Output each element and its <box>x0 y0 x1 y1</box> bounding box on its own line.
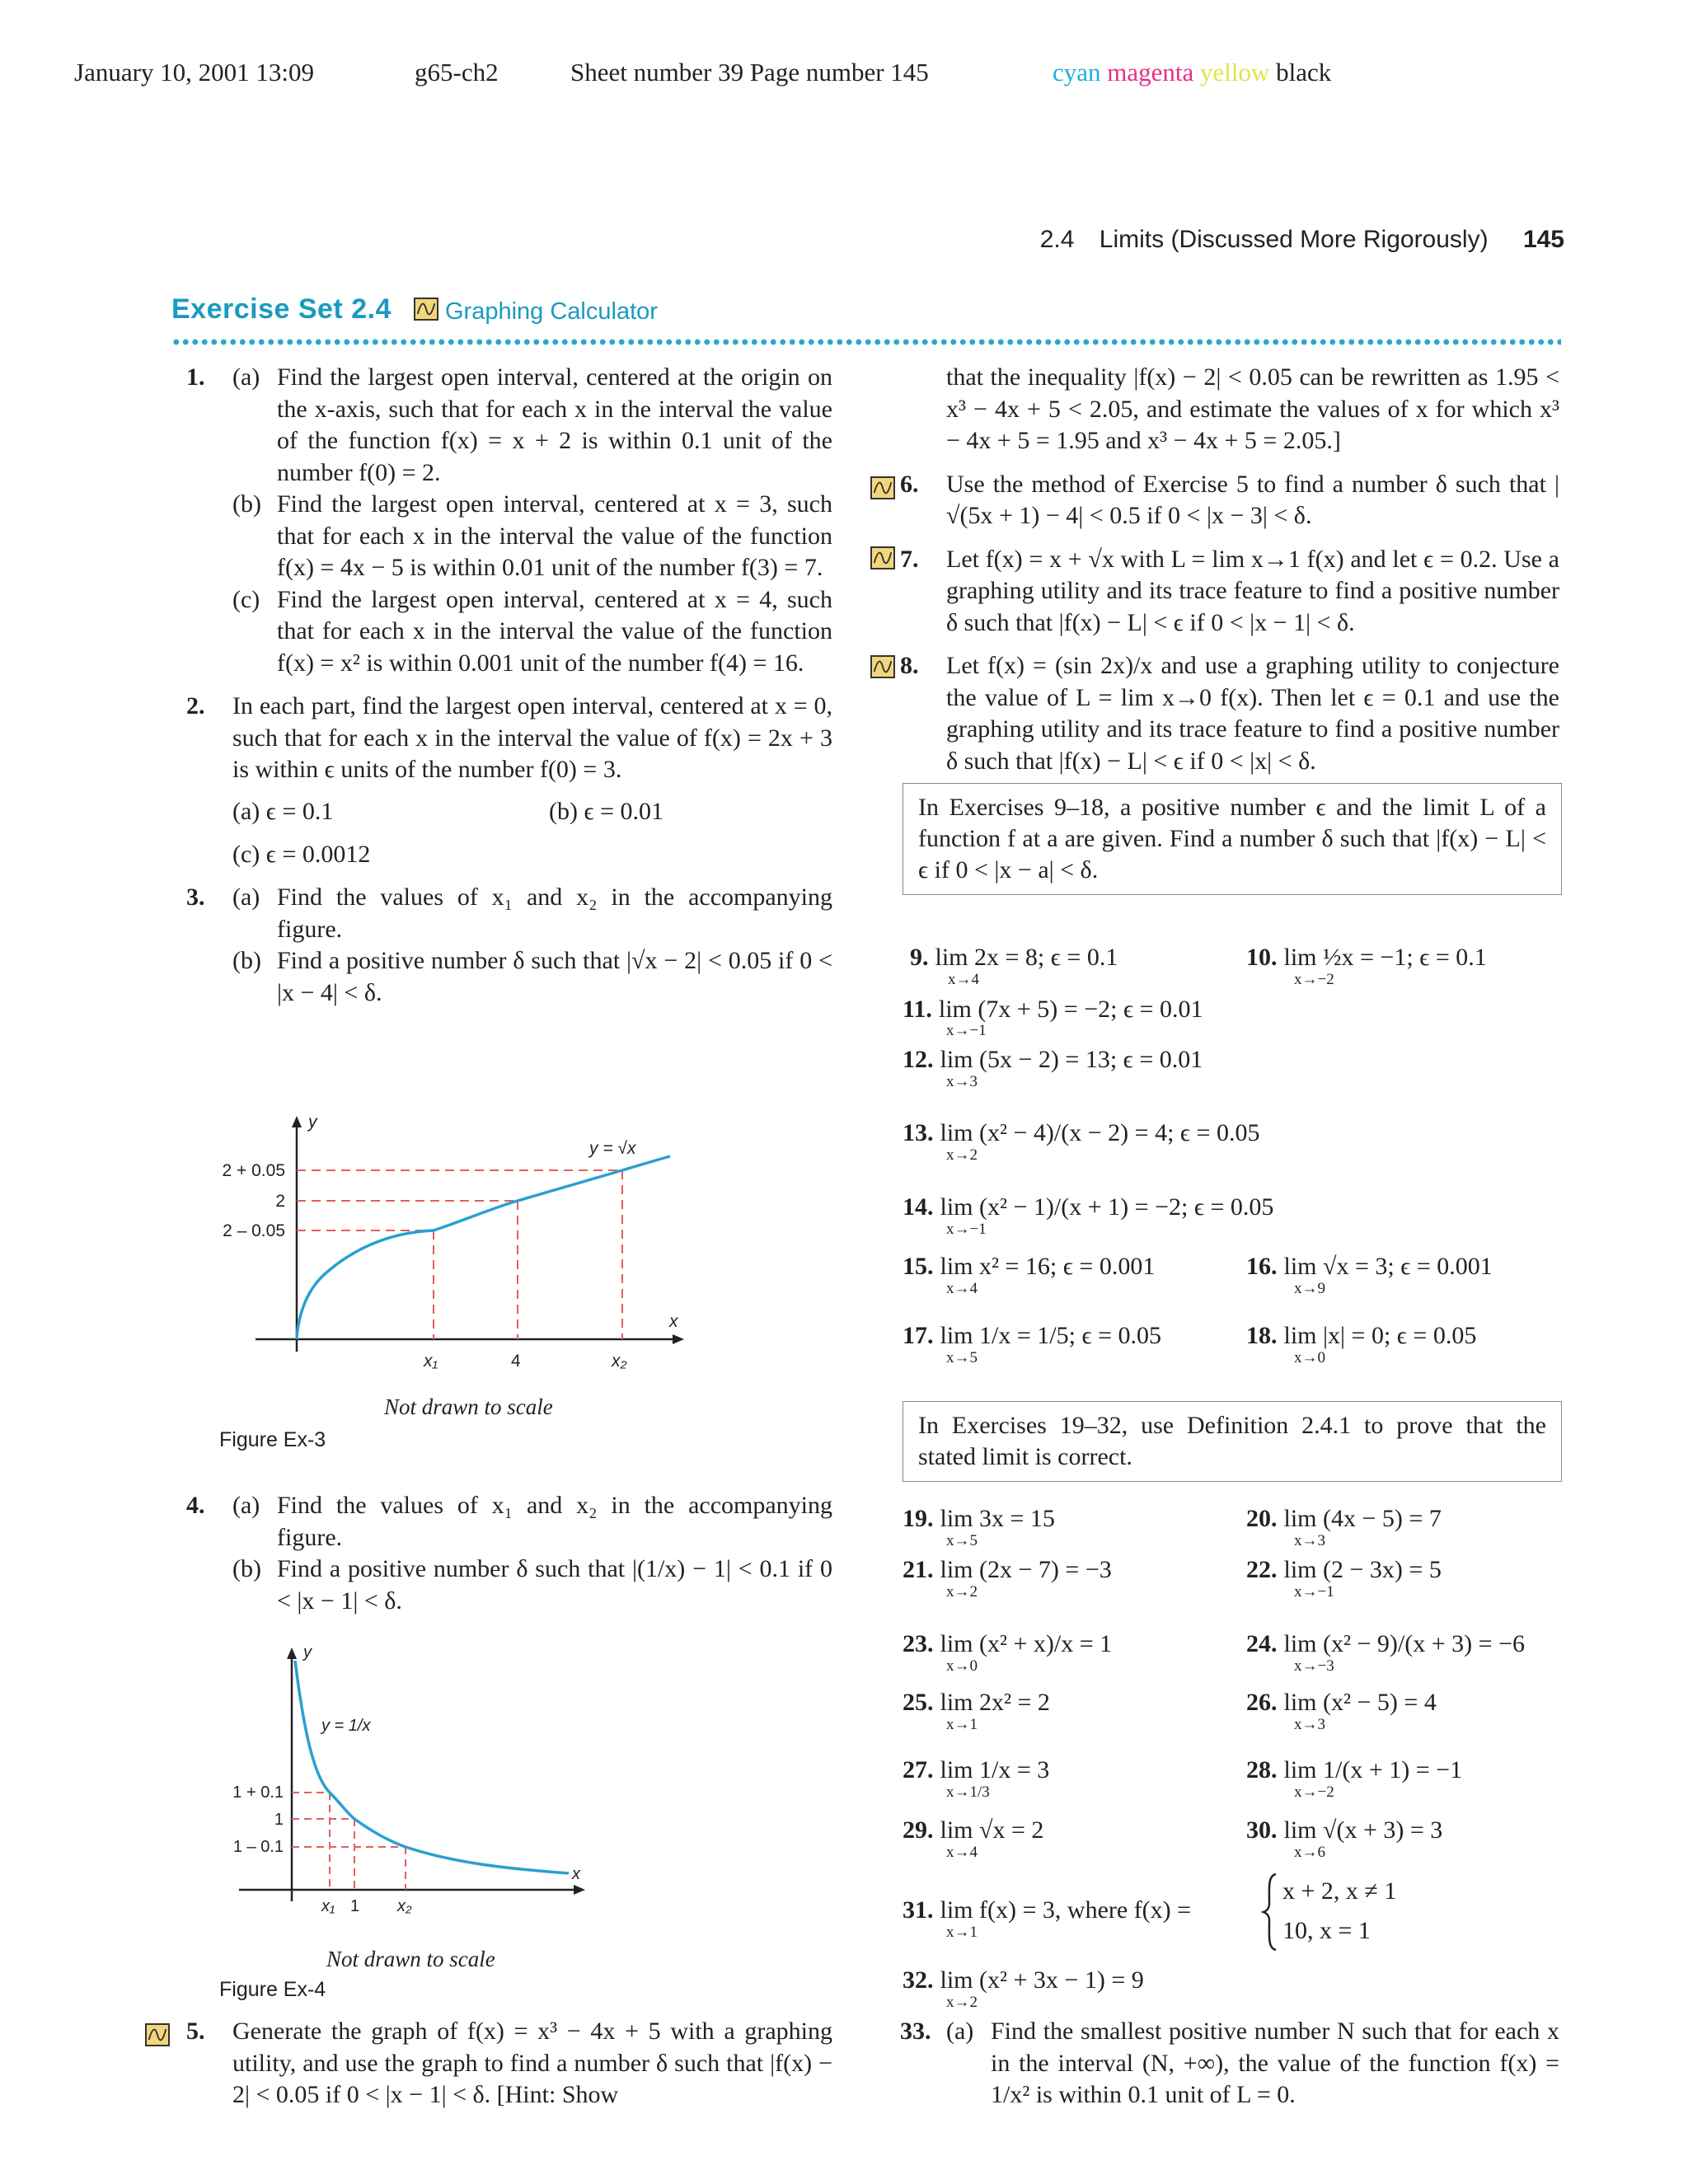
section-title: Limits (Discussed More Rigorously) <box>1099 226 1489 253</box>
tick-y-middle: 2 <box>275 1192 285 1211</box>
print-timestamp: January 10, 2001 13:09 <box>74 58 315 87</box>
exercise-3a <box>232 882 832 945</box>
exercise-4 <box>186 1490 832 1617</box>
exercise-number: 31. <box>903 1896 934 1924</box>
x-axis-label: x <box>572 1865 580 1883</box>
lim: lim <box>1283 1630 1317 1657</box>
y-axis-label: y <box>303 1643 312 1661</box>
exercise-number: 32. <box>903 1966 934 1994</box>
limit-expression: ½x = −1; ϵ = 0.1 <box>1323 944 1487 971</box>
section-number: 2.4 <box>1039 226 1075 253</box>
tick-y-lower: 1 – 0.1 <box>232 1838 284 1856</box>
limit-expression: f(x) = 3, where f(x) = <box>979 1896 1192 1924</box>
lim: lim <box>940 1046 973 1073</box>
exercise-text: that the inequality |f(x) − 2| < 0.05 can be rewritten as 1.95 < x³ − 4x + 5 < 2.05, and estimate the values of x for which x³ − 4x + 5 = 1.95 and x³ − 4x + 5 = 2.05.] <box>946 363 1559 454</box>
exercise-25 <box>903 1689 1050 1717</box>
color-plates <box>1053 58 1331 87</box>
tick-y-upper: 1 + 0.1 <box>232 1783 284 1802</box>
curve-label: y = √x <box>589 1139 636 1158</box>
sqrt-curve <box>297 1156 670 1339</box>
tick-y-lower: 2 – 0.05 <box>223 1221 285 1240</box>
piecewise-case-1: x + 2, x ≠ 1 <box>1282 1877 1397 1905</box>
fig4-caption: Figure Ex-4 <box>219 1978 326 2001</box>
exercise-number: 2. <box>186 692 205 719</box>
exercise-number: 6. <box>900 470 919 498</box>
lim: lim <box>1283 1816 1317 1844</box>
exercise-31 <box>903 1896 1191 1924</box>
limit-expression: (2 − 3x) = 5 <box>1323 1556 1442 1583</box>
exercise-1c <box>232 584 832 680</box>
lim: lim <box>940 1505 973 1532</box>
exercise-1b <box>232 489 832 584</box>
exercise-20 <box>1246 1505 1442 1533</box>
exercise-number: 30. <box>1246 1816 1278 1844</box>
x-axis-label: x <box>669 1312 678 1331</box>
exercise-26 <box>1246 1689 1437 1717</box>
exercise-27 <box>903 1756 1049 1784</box>
fig3-caption: Figure Ex-3 <box>219 1428 326 1451</box>
tick-x-1: 1 <box>350 1897 360 1915</box>
tick-x-4: 4 <box>511 1352 521 1371</box>
exercise-32-sub: x→2 <box>946 1994 978 2011</box>
exercise-21 <box>903 1556 1112 1584</box>
exercise-17-sub: x→5 <box>946 1349 978 1366</box>
part-text: Find a positive number δ such that |√x − 2| < 0.05 if 0 < |x − 4| < δ. <box>277 947 832 1006</box>
plate-cyan: cyan <box>1053 58 1101 87</box>
limit-expression: |x| = 0; ϵ = 0.05 <box>1323 1322 1477 1349</box>
exercise-13-sub: x→2 <box>946 1146 978 1164</box>
lim: lim <box>1283 1505 1317 1532</box>
exercise-18 <box>1246 1322 1476 1350</box>
limit-expression: (x² + 3x − 1) = 9 <box>979 1966 1144 1994</box>
exercise-1 <box>186 362 832 679</box>
limit-expression: √(x + 3) = 3 <box>1323 1816 1443 1844</box>
graphing-calculator-icon <box>145 2023 170 2046</box>
plate-yellow: yellow <box>1200 58 1270 87</box>
exercise-text: Let f(x) = (sin 2x)/x and use a graphing utility to conjecture the value of L = lim x→0 f(x). Then let ϵ = 0.1 and use the graphing utility and its trace feature to find a positive number δ such that |f(x) − L| < ϵ if 0 < |x| < δ. <box>946 652 1559 775</box>
tick-x1: x₁ <box>321 1897 335 1915</box>
exercise-11-sub: x→−1 <box>946 1022 987 1039</box>
exercise-15-sub: x→4 <box>946 1280 978 1297</box>
exercise-14 <box>903 1193 1273 1221</box>
exercise-number: 22. <box>1246 1556 1278 1583</box>
lim: lim <box>1283 1556 1317 1583</box>
exercise-32 <box>903 1966 1144 1994</box>
exercise-number: 18. <box>1246 1322 1278 1349</box>
lim: lim <box>940 1689 973 1716</box>
exercise-number: 26. <box>1246 1689 1278 1716</box>
exercise-number: 3. <box>186 883 205 911</box>
exercise-number: 9. <box>910 944 929 971</box>
lim: lim <box>1283 944 1317 971</box>
figure-ex3 <box>206 1104 701 1434</box>
piecewise-case-2: 10, x = 1 <box>1282 1917 1371 1944</box>
exercise-number: 25. <box>903 1689 934 1716</box>
part-text: Find the largest open interval, centered at x = 4, such that for each x in the interval the value of the function f(x) = x² is within 0.001 unit of the number f(4) = 16. <box>277 585 832 677</box>
exercise-8 <box>900 650 1559 777</box>
lim: lim <box>940 1193 973 1221</box>
left-column-ex4 <box>186 1490 832 1629</box>
graphing-calculator-icon <box>870 655 895 678</box>
exercise-number: 12. <box>903 1046 934 1073</box>
exercise-14-sub: x→−1 <box>946 1221 987 1238</box>
plate-black: black <box>1276 58 1332 87</box>
lim: lim <box>940 1630 973 1657</box>
exercise-set-title: Exercise Set 2.4 <box>171 293 392 325</box>
exercise-number: 4. <box>186 1492 205 1519</box>
exercise-2b: (b) ϵ = 0.01 <box>549 797 664 825</box>
exercise-text: Generate the graph of f(x) = x³ − 4x + 5 with a graphing utility, and use the graph to find a number δ such that |f(x) − 2| < 0.05 if 0 < |x − 1| < δ. [Hint: Show <box>232 2018 832 2108</box>
tick-y-upper: 2 + 0.05 <box>222 1161 285 1180</box>
limit-expression: (x² − 5) = 4 <box>1323 1689 1437 1716</box>
lim: lim <box>1283 1689 1317 1716</box>
graphing-calculator-icon <box>414 298 438 321</box>
print-file: g65-ch2 <box>415 58 499 87</box>
limit-expression: 2x = 8; ϵ = 0.1 <box>974 944 1118 971</box>
exercise-21-sub: x→2 <box>946 1583 978 1601</box>
y-axis-label: y <box>308 1113 317 1132</box>
guide-lines <box>297 1170 622 1339</box>
print-sheet: Sheet number 39 Page number 145 <box>570 58 929 87</box>
exercise-16 <box>1246 1253 1493 1281</box>
exercise-11 <box>903 996 1203 1024</box>
part-label: (a) <box>946 2018 974 2045</box>
lim: lim <box>1283 1322 1317 1349</box>
exercise-9 <box>910 944 1118 972</box>
exercise-number: 23. <box>903 1630 934 1657</box>
exercise-1a <box>232 362 832 489</box>
exercise-number: 11. <box>903 996 932 1023</box>
limit-expression: 3x = 15 <box>979 1505 1055 1532</box>
lim: lim <box>940 1556 973 1583</box>
exercise-number: 7. <box>900 545 919 573</box>
lim: lim <box>1283 1253 1317 1280</box>
part-text: Find the largest open interval, centered at the origin on the x-axis, such that for each x in the interval the value of the function f(x) = x + 2 is within 0.1 unit of the number f(0) = 2. <box>277 363 832 486</box>
lim: lim <box>940 1119 973 1146</box>
limit-expression: (x² − 1)/(x + 1) = −2; ϵ = 0.05 <box>979 1193 1274 1221</box>
graphing-calculator-icon <box>870 546 895 569</box>
part-label: (a) <box>232 1492 260 1519</box>
part-text: Find the values of x₁ and x₂ in the accompanying figure. <box>277 883 832 943</box>
fig4-note: Not drawn to scale <box>326 1947 495 1971</box>
exercise-5 <box>186 2016 832 2111</box>
tick-x2: x₂ <box>612 1352 627 1371</box>
exercise-22-sub: x→−1 <box>1294 1583 1334 1601</box>
part-label: (b) <box>232 1555 261 1582</box>
dotted-rule <box>171 338 1561 346</box>
lim: lim <box>940 1756 973 1783</box>
exercise-number: 1. <box>186 363 205 391</box>
x-axis-arrow <box>574 1885 585 1895</box>
tick-x2: x₂ <box>397 1897 412 1915</box>
exercise-28 <box>1246 1756 1462 1784</box>
lim: lim <box>940 1896 973 1924</box>
lim: lim <box>940 1816 973 1844</box>
lim: lim <box>940 1253 973 1280</box>
exercise-4a <box>232 1490 832 1554</box>
exercise-number: 5. <box>186 2018 205 2045</box>
curve-label: y = 1/x <box>321 1717 371 1735</box>
exercise-24 <box>1246 1630 1525 1658</box>
exercise-18-sub: x→0 <box>1294 1349 1325 1366</box>
part-label: (b) <box>232 490 261 518</box>
exercise-17 <box>903 1322 1161 1350</box>
right-column <box>900 362 1559 789</box>
exercise-25-sub: x→1 <box>946 1716 978 1733</box>
part-label: (a) <box>232 883 260 911</box>
exercise-16-sub: x→9 <box>1294 1280 1325 1297</box>
exercise-number: 19. <box>903 1505 934 1532</box>
limit-expression: (x² + x)/x = 1 <box>979 1630 1113 1657</box>
piecewise-brace <box>1261 1872 1279 1952</box>
exercise-19-sub: x→5 <box>946 1532 978 1549</box>
exercise-12-sub: x→3 <box>946 1073 978 1090</box>
tick-x1: x₁ <box>424 1352 438 1371</box>
exercise-number: 33. <box>900 2018 931 2045</box>
exercise-number: 15. <box>903 1253 934 1280</box>
exercise-text: In each part, find the largest open interval, centered at x = 0, such that for each x in the interval the value of f(x) = 2x + 3 is within ϵ units of the number f(0) = 3. <box>232 692 832 783</box>
exercise-20-sub: x→3 <box>1294 1532 1325 1549</box>
fig3-note: Not drawn to scale <box>384 1394 553 1419</box>
exercise-29 <box>903 1816 1043 1844</box>
exercise-number: 16. <box>1246 1253 1278 1280</box>
right-column-ex33 <box>900 2016 1559 2123</box>
exercise-number: 13. <box>903 1119 934 1146</box>
exercise-7 <box>900 544 1559 640</box>
x-axis-arrow <box>673 1334 684 1344</box>
running-head <box>1040 226 1564 254</box>
exercise-33a <box>946 2016 1559 2111</box>
limit-expression: (x² − 9)/(x + 3) = −6 <box>1323 1630 1525 1657</box>
exercise-12 <box>903 1046 1203 1074</box>
exercise-number: 24. <box>1246 1630 1278 1657</box>
exercise-number: 27. <box>903 1756 934 1783</box>
exercise-33 <box>900 2016 1559 2111</box>
exercise-number: 29. <box>903 1816 934 1844</box>
exercise-15 <box>903 1253 1155 1281</box>
limit-expression: (x² − 4)/(x − 2) = 4; ϵ = 0.05 <box>979 1119 1260 1146</box>
y-axis-arrow <box>287 1647 297 1659</box>
exercise-5-continued <box>900 362 1559 457</box>
exercise-number: 21. <box>903 1556 934 1583</box>
exercise-4b <box>232 1554 832 1617</box>
y-axis-arrow <box>292 1116 302 1127</box>
left-column-ex5 <box>186 2016 832 2123</box>
exercise-number: 8. <box>900 652 919 679</box>
exercise-3b <box>232 945 832 1009</box>
part-text: Find the largest open interval, centered at x = 3, such that for each x in the interval the value of the function f(x) = 4x − 5 is within 0.01 unit of the number f(3) = 7. <box>277 490 832 581</box>
exercise-30 <box>1246 1816 1442 1844</box>
exercise-13 <box>903 1119 1259 1147</box>
exercise-19 <box>903 1505 1055 1533</box>
limit-expression: (4x − 5) = 7 <box>1323 1505 1442 1532</box>
figure-ex4 <box>206 1636 618 1920</box>
left-column <box>186 362 832 1020</box>
tick-y-middle: 1 <box>274 1811 284 1829</box>
exercise-27-sub: x→1/3 <box>946 1783 990 1801</box>
exercise-6 <box>900 469 1559 532</box>
limit-expression: 1/(x + 1) = −1 <box>1323 1756 1463 1783</box>
part-label: (c) <box>232 585 260 613</box>
graphing-calculator-icon <box>870 476 895 499</box>
lim: lim <box>940 1966 973 1994</box>
instruction-box-19-32: In Exercises 19–32, use Definition 2.4.1 to prove that the stated limit is correct. <box>903 1401 1562 1482</box>
limit-expression: (2x − 7) = −3 <box>979 1556 1112 1583</box>
part-text: Find the values of x₁ and x₂ in the accompanying figure. <box>277 1492 832 1551</box>
page-number: 145 <box>1522 226 1564 253</box>
lim: lim <box>938 996 972 1023</box>
exercise-2 <box>186 691 832 870</box>
lim: lim <box>1283 1756 1317 1783</box>
exercise-number: 17. <box>903 1322 934 1349</box>
part-label: (b) <box>232 947 261 974</box>
lim: lim <box>940 1322 973 1349</box>
exercise-number: 14. <box>903 1193 934 1221</box>
limit-expression: 1/x = 3 <box>979 1756 1050 1783</box>
exercise-text: Use the method of Exercise 5 to find a number δ such that |√(5x + 1) − 4| < 0.5 if 0 < |x − 3| < δ. <box>946 470 1559 529</box>
exercise-26-sub: x→3 <box>1294 1716 1325 1733</box>
exercise-3 <box>186 882 832 1009</box>
exercise-29-sub: x→4 <box>946 1844 978 1861</box>
limit-expression: √x = 2 <box>979 1816 1044 1844</box>
limit-expression: 2x² = 2 <box>979 1689 1050 1716</box>
limit-expression: 1/x = 1/5; ϵ = 0.05 <box>979 1322 1162 1349</box>
limit-expression: x² = 16; ϵ = 0.001 <box>979 1253 1156 1280</box>
part-label: (a) <box>232 363 260 391</box>
part-text: Find the smallest positive number N such that for each x in the interval (N, +∞), the value of the function f(x) = 1/x² is within 0.1 unit of L = 0. <box>991 2018 1559 2108</box>
plate-magenta: magenta <box>1107 58 1194 87</box>
instruction-box-9-18: In Exercises 9–18, a positive number ϵ and the limit L of a function f at a are given. Find a number δ such that |f(x) − L| < ϵ if 0 < |x − a| < δ. <box>903 783 1562 895</box>
part-text: Find a positive number δ such that |(1/x) − 1| < 0.1 if 0 < |x − 1| < δ. <box>277 1555 832 1615</box>
limit-expression: √x = 3; ϵ = 0.001 <box>1323 1253 1493 1280</box>
exercise-text: Let f(x) = x + √x with L = lim x→1 f(x) and let ϵ = 0.2. Use a graphing utility and its trace feature to find a positive number δ such that |f(x) − L| < ϵ if 0 < |x − 1| < δ. <box>946 545 1559 636</box>
exercise-number: 28. <box>1246 1756 1278 1783</box>
reciprocal-curve <box>295 1661 569 1873</box>
exercise-number: 20. <box>1246 1505 1278 1532</box>
exercise-2a: (a) ϵ = 0.1 <box>232 797 334 825</box>
exercise-2c: (c) ϵ = 0.0012 <box>232 840 371 868</box>
exercise-30-sub: x→6 <box>1294 1844 1325 1861</box>
exercise-28-sub: x→−2 <box>1294 1783 1334 1801</box>
exercise-23 <box>903 1630 1112 1658</box>
graphing-calculator-label: Graphing Calculator <box>445 298 658 325</box>
exercise-31-sub: x→1 <box>946 1924 978 1941</box>
exercise-9-sub: x→4 <box>948 971 979 988</box>
exercise-23-sub: x→0 <box>946 1657 978 1675</box>
limit-expression: (5x − 2) = 13; ϵ = 0.01 <box>979 1046 1203 1073</box>
exercise-number: 10. <box>1246 944 1278 971</box>
exercise-10 <box>1246 944 1487 972</box>
exercise-22 <box>1246 1556 1442 1584</box>
limit-expression: (7x + 5) = −2; ϵ = 0.01 <box>978 996 1203 1023</box>
lim: lim <box>935 944 968 971</box>
exercise-24-sub: x→−3 <box>1294 1657 1334 1675</box>
exercise-10-sub: x→−2 <box>1294 971 1334 988</box>
